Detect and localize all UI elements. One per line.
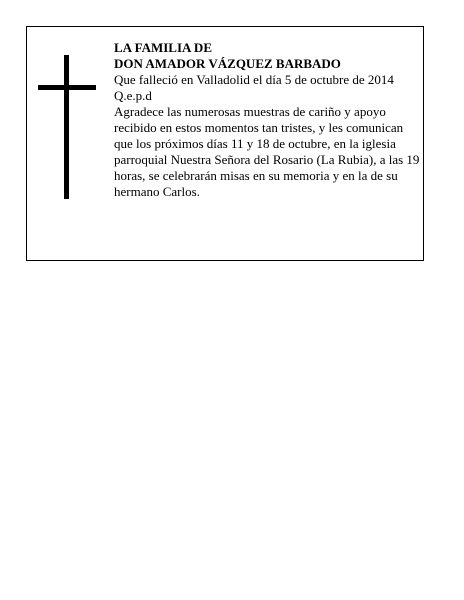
notice-text: [114, 40, 420, 200]
deceased-name: DON AMADOR VÁZQUEZ BARBADO: [114, 56, 341, 71]
qepd-text: Q.e.p.d: [114, 88, 152, 103]
cross-icon: [38, 55, 98, 199]
cross-horizontal-bar: [38, 85, 96, 90]
death-statement: Que falleció en Valladolid el día 5 de octubre de 2014: [114, 72, 394, 87]
obituary-notice: [26, 26, 424, 261]
cross-vertical-bar: [64, 55, 69, 199]
notice-body: Agradece las numerosas muestras de cariño y apoyo recibido en estos momentos tan tristes, y les comunican que los próximos días 11 y 18 de octubre, en la iglesia parroquial Nuestra Señora del Rosario (La Rubia), a las 19 horas, se celebrarán misas en su memoria y en la de su hermano Carlos.: [114, 104, 420, 199]
family-heading: LA FAMILIA DE: [114, 40, 212, 55]
